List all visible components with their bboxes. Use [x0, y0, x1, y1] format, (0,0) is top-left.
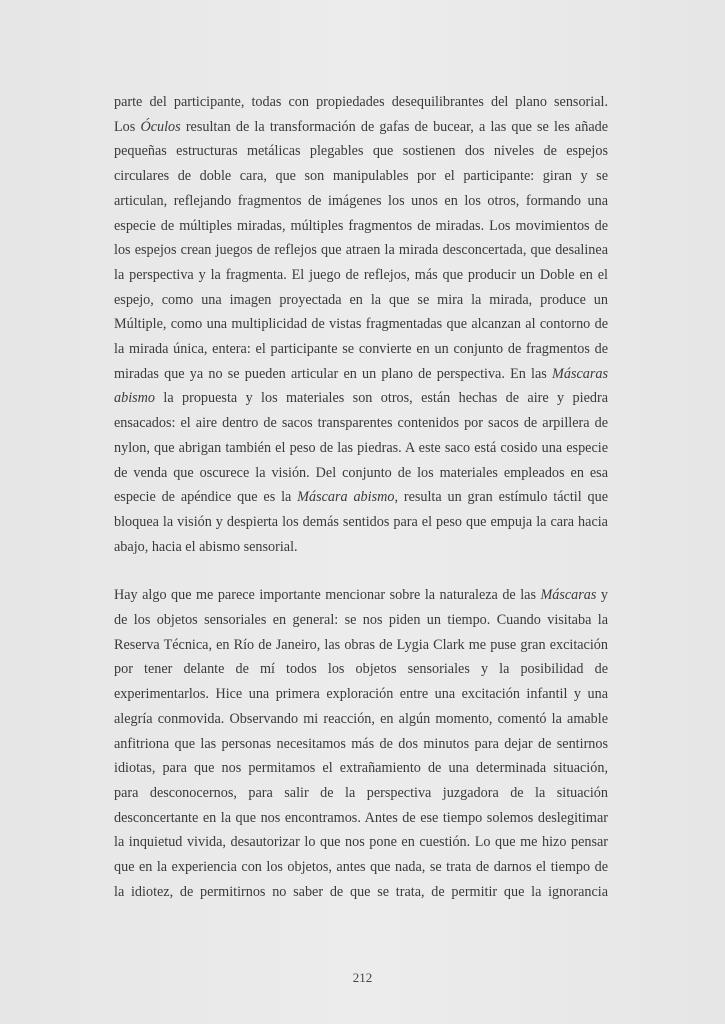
- text-line: Hay algo que me parece importante mencionar sobre la naturaleza de las Máscaras y: [114, 587, 609, 604]
- text-line: articulan, reflejando fragmentos de imágenes los unos en los otros, formando una: [114, 192, 608, 209]
- italic-title: Máscara abismo: [297, 489, 395, 506]
- text-line: especie de múltiples miradas, múltiples fragmentos de miradas. Los movimientos de: [114, 217, 608, 234]
- text-line: los espejos crean juegos de reflejos que atraen la mirada desconcertada, que desalinea: [114, 242, 608, 259]
- text-line: Reserva Técnica, en Río de Janeiro, las obras de Lygia Clark me puse gran excitación: [114, 636, 608, 653]
- text-line: que en la experiencia con los objetos, antes que nada, se trata de darnos el tiempo de: [114, 859, 608, 876]
- italic-title: Máscaras: [540, 587, 597, 604]
- body-text: [114, 90, 608, 905]
- text-line: nylon, que abrigan también el peso de las piedras. A este saco está cosido una especie: [114, 439, 608, 456]
- text-line: la mirada única, entera: el participante se convierte en un conjunto de fragmentos de: [114, 341, 608, 358]
- text-line: especie de apéndice que es la Máscara abismo, resulta un gran estímulo táctil que: [114, 489, 608, 506]
- italic-title: Óculos: [140, 118, 181, 135]
- text-line: de venda que oscurece la visión. Del conjunto de los materiales empleados en esa: [114, 464, 608, 481]
- text-line: anfitriona que las personas necesitamos más de dos minutos para dejar de sentirnos: [114, 735, 608, 752]
- page-number: 212: [352, 970, 373, 985]
- text-line: para desconocernos, para salir de la perspectiva juzgadora de la situación: [114, 784, 608, 801]
- text-line: alegría conmovida. Observando mi reacción, en algún momento, comentó la amable: [114, 710, 608, 727]
- text-line: la inquietud vivida, desautorizar lo que nos pone en cuestión. Lo que me hizo pensar: [114, 834, 608, 851]
- text-line: por tener delante de mí todos los objetos sensoriales y la posibilidad de: [114, 661, 608, 678]
- text-line: miradas que ya no se pueden articular en un plano de perspectiva. En las Máscaras: [114, 365, 608, 382]
- text-line: desconcertante en la que nos encontramos. Antes de ese tiempo solemos deslegitimar: [114, 809, 608, 826]
- text-line: abismo la propuesta y los materiales son otros, están hechas de aire y piedra: [114, 390, 608, 407]
- text-line: bloquea la visión y despierta los demás sentidos para el peso que empuja la cara hacia: [114, 513, 608, 530]
- text-line: idiotas, para que nos permitamos el extrañamiento de una determinada situación,: [114, 760, 608, 777]
- paragraph-1: [114, 90, 608, 559]
- text-line: parte del participante, todas con propiedades desequilibrantes del plano sensorial.: [114, 94, 608, 110]
- italic-title: abismo: [114, 390, 155, 407]
- text-line: Múltiple, como una multiplicidad de vistas fragmentadas que alcanzan al contorno de: [114, 316, 608, 333]
- paragraph-2: [114, 583, 608, 904]
- text-line: espejo, como una imagen proyectada en la que se mira la mirada, produce un: [114, 291, 608, 308]
- text-line: la idiotez, de permitirnos no saber de que se trata, de permitir que la ignorancia: [114, 883, 608, 900]
- text-line: abajo, hacia el abismo sensorial.: [114, 538, 298, 555]
- text-line: pequeñas estructuras metálicas plegables que sostienen dos niveles de espejos: [114, 143, 608, 160]
- italic-title: Máscaras: [552, 365, 608, 382]
- text-line: de los objetos sensoriales en general: se nos piden un tiempo. Cuando visitaba la: [114, 612, 608, 629]
- text-line: ensacados: el aire dentro de sacos transparentes contenidos por sacos de arpillera de: [114, 415, 608, 432]
- text-line: Los Óculos resultan de la transformación de gafas de bucear, a las que se les añade: [114, 118, 609, 135]
- text-line: experimentarlos. Hice una primera exploración entre una excitación infantil y una: [114, 686, 608, 703]
- text-line: circulares de doble cara, que son manipulables por el participante: giran y se: [114, 168, 608, 185]
- text-line: la perspectiva y la fragmenta. El juego de reflejos, más que producir un Doble en el: [114, 266, 608, 283]
